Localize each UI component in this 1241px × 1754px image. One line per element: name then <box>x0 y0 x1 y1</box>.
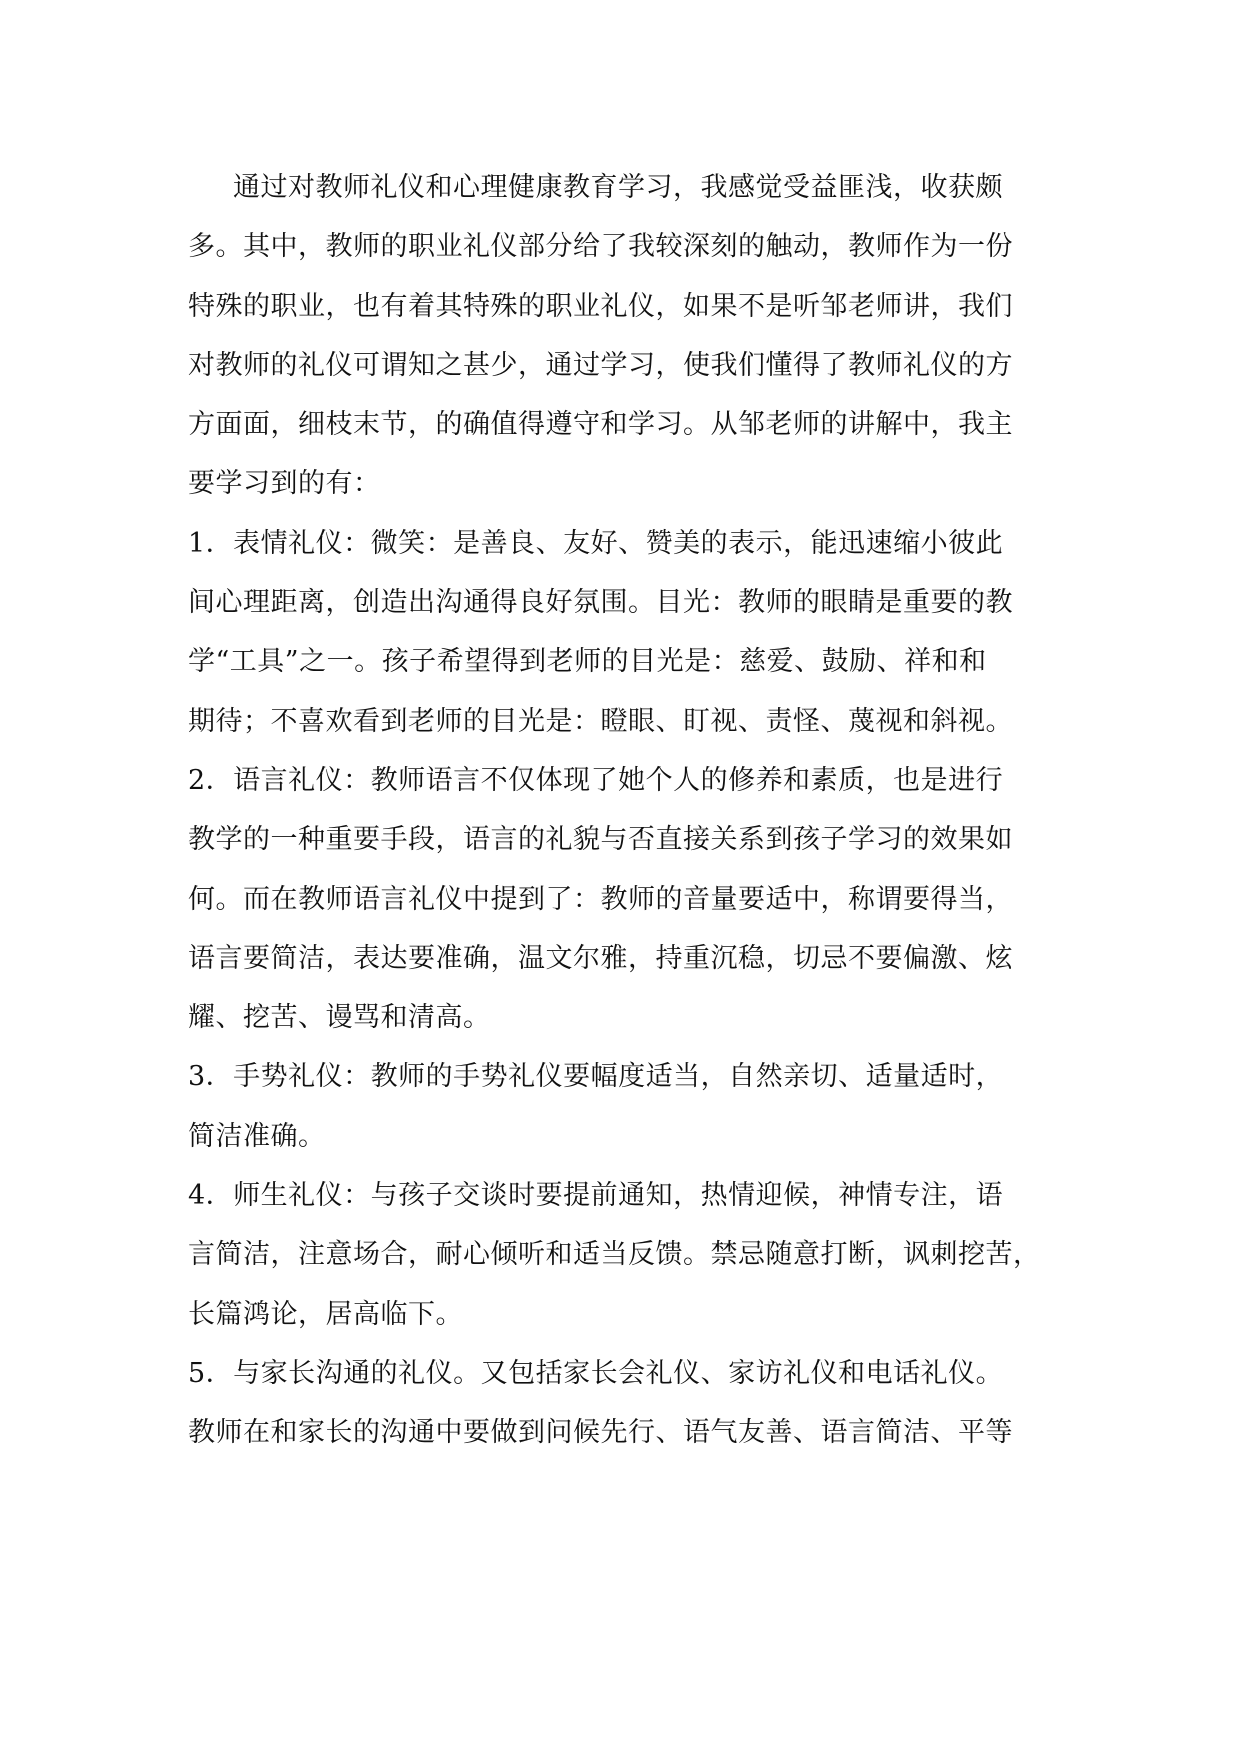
list-item-line: 言简洁，注意场合，耐心倾听和适当反馈。禁忌随意打断，讽刺挖苦， <box>188 1239 1041 1271</box>
list-item-line: 4．师生礼仪：与孩子交谈时要提前通知，热情迎候，神情专注，语 <box>188 1180 1004 1212</box>
list-item-line: 简洁准确。 <box>188 1120 326 1152</box>
list-item-line: 期待；不喜欢看到老师的目光是：瞪眼、盯视、责怪、蔑视和斜视。 <box>188 705 1013 737</box>
list-item-line: 学“工具”之一。孩子希望得到老师的目光是：慈爱、鼓励、祥和和 <box>188 646 987 678</box>
list-item-line: 教学的一种重要手段，语言的礼貌与否直接关系到孩子学习的效果如 <box>188 824 1013 856</box>
list-item-line: 间心理距离，创造出沟通得良好氛围。目光：教师的眼睛是重要的教 <box>188 587 1013 619</box>
paragraph-line: 要学习到的有： <box>188 468 381 500</box>
list-item-line: 1．表情礼仪：微笑：是善良、友好、赞美的表示，能迅速缩小彼此 <box>188 527 1004 559</box>
paragraph-line: 通过对教师礼仪和心理健康教育学习，我感觉受益匪浅，收获颇 <box>233 172 1003 203</box>
document-body <box>188 158 1068 1463</box>
list-item-line: 长篇鸿论，居高临下。 <box>188 1298 463 1330</box>
paragraph-line: 对教师的礼仪可谓知之甚少，通过学习，使我们懂得了教师礼仪的方 <box>188 349 1013 381</box>
list-item-line: 语言要简洁，表达要准确，温文尔雅，持重沉稳，切忌不要偏激、炫 <box>188 942 1013 974</box>
list-item-line: 何。而在教师语言礼仪中提到了：教师的音量要适中，称谓要得当， <box>188 883 1013 915</box>
paragraph-line: 方面面，细枝末节，的确值得遵守和学习。从邹老师的讲解中，我主 <box>188 409 1013 441</box>
list-item-line: 教师在和家长的沟通中要做到问候先行、语气友善、语言简洁、平等 <box>188 1417 1013 1449</box>
paragraph-line: 特殊的职业，也有着其特殊的职业礼仪，如果不是听邹老师讲，我们 <box>188 290 1013 322</box>
list-item-line: 3．手势礼仪：教师的手势礼仪要幅度适当，自然亲切、适量适时， <box>188 1061 1004 1093</box>
list-item-line: 耀、挖苦、谩骂和清高。 <box>188 1002 491 1034</box>
list-item-line: 5．与家长沟通的礼仪。又包括家长会礼仪、家访礼仪和电话礼仪。 <box>188 1357 1004 1389</box>
paragraph-line: 多。其中，教师的职业礼仪部分给了我较深刻的触动，教师作为一份 <box>188 231 1013 263</box>
list-item-line: 2．语言礼仪：教师语言不仅体现了她个人的修养和素质，也是进行 <box>188 764 1004 796</box>
